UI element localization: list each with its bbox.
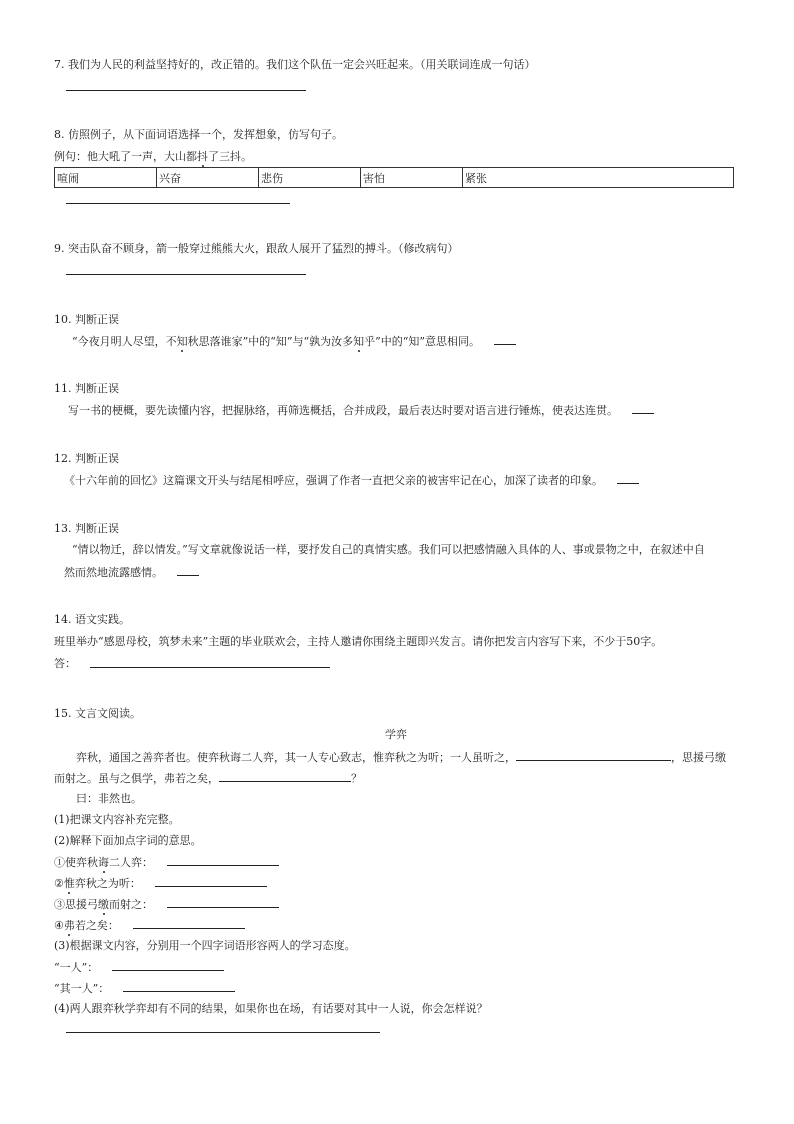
sub-question-1: (1)把课文内容补充完整。	[54, 813, 180, 826]
person-2-row	[54, 981, 235, 996]
question-7-text: 7. 我们为人民的利益坚持好的，改正错的。我们这个队伍一定会兴旺起来。（用关联词连成一句话）	[54, 58, 536, 71]
question-12-statement	[64, 473, 639, 488]
statement-part: 乎”中的“知”意思相同。	[364, 335, 480, 348]
item-text: 二人弈：	[109, 856, 153, 869]
example-dotted-phrase: 大山都抖了三抖	[164, 150, 241, 163]
statement-text: 《十六年前的回忆》这篇课文开头与结尾相呼应，强调了作者一直把父亲的被害牢记在心，加深了读者的印象。	[64, 474, 603, 487]
question-12-answer-blank[interactable]	[617, 473, 639, 484]
question-8-example	[54, 150, 252, 164]
question-11-answer-blank[interactable]	[632, 403, 654, 414]
passage-text: 而射之。虽与之俱学，弗若之矣，	[54, 772, 219, 785]
item-text: ①使弈秋	[54, 856, 98, 869]
passage-text: ，思援弓缴	[671, 751, 726, 764]
dotted-char: 弗	[63, 919, 75, 932]
question-9-answer-line[interactable]	[66, 274, 306, 275]
item-text: ②	[54, 877, 64, 890]
passage-line-1	[76, 750, 726, 765]
dotted-char: 缴	[98, 898, 109, 911]
passage-title: 学弈	[385, 728, 407, 741]
word-cell: 悲伤	[259, 168, 361, 188]
item-text: ③思援弓	[54, 898, 98, 911]
passage-text: 弈秋，通国之善弈者也。使弈秋诲二人弈，其一人专心致志，惟弈秋之为听；一人虽听之，	[76, 751, 516, 764]
question-10-answer-blank[interactable]	[494, 334, 516, 345]
question-8-text: 8. 仿照例子，从下面词语选择一个，发挥想象，仿写句子。	[54, 128, 343, 141]
word-item-3	[54, 897, 279, 912]
sub-question-2: (2)解释下面加点字词的意思。	[54, 834, 202, 847]
example-suffix: 。	[241, 150, 252, 163]
question-14-title: 14. 语文实践。	[54, 613, 130, 626]
passage-line-3: 曰：非然也。	[76, 792, 142, 805]
person-label: “一人”：	[54, 961, 99, 974]
passage-blank-1[interactable]	[516, 750, 671, 761]
question-14-answer-label: 答：	[54, 657, 76, 670]
question-15-title: 15. 文言文阅读。	[54, 707, 141, 720]
question-10-title: 10. 判断正误	[54, 313, 119, 326]
question-13-statement-line2	[64, 565, 199, 580]
person-2-blank[interactable]	[123, 981, 235, 992]
question-12-title: 12. 判断正误	[54, 452, 119, 465]
word-cell: 兴奋	[157, 168, 259, 188]
person-1-row	[54, 960, 224, 975]
word-cell: 害怕	[361, 168, 463, 188]
word-item-2	[54, 876, 267, 891]
dotted-char: 惟	[63, 877, 75, 890]
statement-text: 然而然地流露感情。	[64, 566, 163, 579]
word-item-1-blank[interactable]	[167, 855, 279, 866]
word-cell: 紧张	[463, 168, 734, 188]
sub-question-4-answer-line[interactable]	[66, 1032, 380, 1033]
example-prefix: 例句：他大吼了一声，	[54, 150, 164, 163]
person-1-blank[interactable]	[112, 960, 224, 971]
passage-blank-2[interactable]	[219, 771, 351, 782]
question-7-answer-line[interactable]	[66, 90, 306, 91]
question-9-text: 9. 突击队奋不顾身，箭一般穿过熊熊大火，跟敌人展开了猛烈的搏斗。（修改病句）	[54, 242, 459, 255]
item-text: ④	[54, 919, 64, 932]
item-text: 若之矣：	[74, 919, 119, 932]
question-8-answer-line[interactable]	[66, 203, 290, 204]
word-item-4-blank[interactable]	[133, 918, 245, 929]
person-label: “其一人”：	[54, 982, 110, 995]
question-13-statement-line1: “情以物迁，辞以情发。”写文章就像说话一样，要抒发自己的真情实感。我们可以把感情融入具体的人、事或景物之中，在叙述中自	[72, 543, 705, 556]
word-choice-table	[54, 167, 734, 188]
word-item-1	[54, 855, 279, 870]
item-text: 而射之：	[109, 898, 153, 911]
word-item-2-blank[interactable]	[155, 876, 267, 887]
statement-text: 写一书的梗概，要先读懂内容，把握脉络，再筛选概括，合并成段，最后表达时要对语言进行锤炼，使表达连贯。	[68, 404, 618, 417]
word-item-3-blank[interactable]	[167, 897, 279, 908]
statement-part: “今夜月明人尽望，不	[72, 335, 177, 348]
question-13-answer-blank[interactable]	[177, 565, 199, 576]
question-11-title: 11. 判断正误	[54, 382, 119, 395]
statement-part: 秋思落谁家”中的“知”与“孰为汝多	[187, 335, 354, 348]
question-11-statement	[68, 403, 654, 418]
sub-question-3: (3)根据课文内容，分别用一个四字词语形容两人的学习态度。	[54, 939, 356, 952]
dotted-char: 知	[353, 335, 365, 348]
word-item-4	[54, 918, 245, 933]
passage-line-2	[54, 771, 362, 786]
question-14-answer-line[interactable]	[90, 667, 330, 668]
question-13-title: 13. 判断正误	[54, 522, 119, 535]
dotted-char: 诲	[98, 856, 109, 869]
question-10-statement	[72, 334, 516, 349]
word-cell: 喧闹	[55, 168, 157, 188]
passage-text: ？	[351, 772, 362, 785]
question-14-body: 班里举办“感恩母校，筑梦未来”主题的毕业联欢会，主持人邀请你围绕主题即兴发言。请你把发言内容写下来，不少于50字。	[54, 635, 663, 648]
item-text: 弈秋之为听：	[74, 877, 141, 890]
dotted-char: 知	[176, 335, 188, 348]
sub-question-4: (4)两人跟弈秋学弈却有不同的结果，如果你也在场，有话要对其中一人说，你会怎样说？	[54, 1002, 488, 1015]
